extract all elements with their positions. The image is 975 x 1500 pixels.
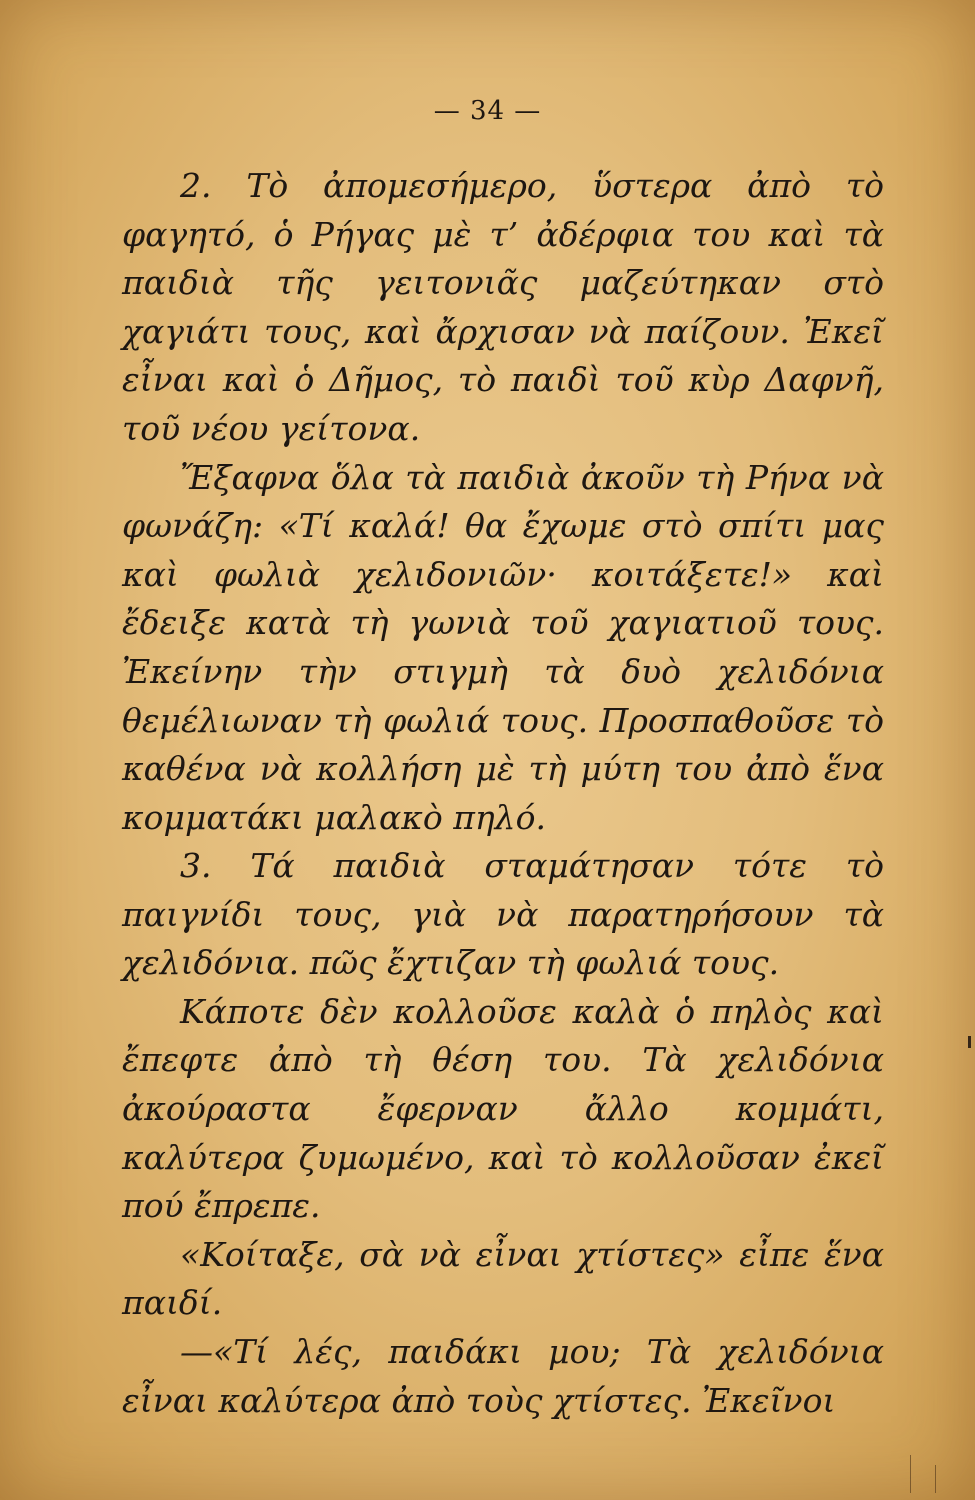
page-number: — 34 — [433, 96, 542, 126]
section-2-paragraph-1: 2. Τὸ ἀπομεσήμερο, ὕστερα ἀπὸ τὸ φαγητό, ὁ Ρήγας μὲ τ’ ἀδέρφια του καὶ τὰ παιδιὰ τῆς γειτονιᾶς μαζεύτηκαν στὸ χαγιάτι τους, καὶ ἄρχισαν νὰ παίζουν. Ἐκεῖ εἶναι καὶ ὁ Δῆμος, τὸ παιδὶ τοῦ κὺρ Δαφνῆ, τοῦ νέου γείτονα. [122, 166, 884, 448]
section-3-paragraph-3: «Κοίταξε, σὰ νὰ εἶναι χτίστες» εἶπε ἕνα παιδί. [122, 1234, 884, 1323]
section-2-paragraph-2: Ἔξαφνα ὅλα τὰ παιδιὰ ἀκοῦν τὴ Ρήνα νὰ φωνάζη: «Τί καλά! θα ἔχωμε στὸ σπίτι μας καὶ φωλιὰ χελιδονιῶν· κοιτάξετε!» καὶ ἔδειξε κατὰ τὴ γωνιὰ τοῦ χαγιατιοῦ τους. Ἐκείνην τὴν στιγμὴ τὰ δυὸ χελιδόνια θεμέλιωναν τὴ φωλιά τους. Προσπαθοῦσε τὸ καθένα νὰ κολλήση μὲ τὴ μύτη του ἀπὸ ἕνα κομματάκι μαλακὸ πηλό. [122, 457, 884, 837]
section-2 [122, 162, 884, 842]
page-edge-mark [910, 1455, 911, 1493]
section-3-paragraph-4: —«Τί λές, παιδάκι μου; Τὰ χελιδόνια εἶναι καλύτερα ἀπὸ τοὺς χτίστες. Ἐκεῖνοι [122, 1331, 884, 1420]
section-3 [122, 842, 884, 1425]
section-3-paragraph-2: Κάποτε δὲν κολλοῦσε καλὰ ὁ πηλὸς καὶ ἔπεφτε ἀπὸ τὴ θέση του. Τὰ χελιδόνια ἀκούραστα ἔφερναν ἄλλο κομμάτι, καλύτερα ζυμωμένο, καὶ τὸ κολλοῦσαν ἐκεῖ πού ἔπρεπε. [122, 991, 884, 1226]
margin-mark [968, 1036, 971, 1048]
section-3-paragraph-1: 3. Τά παιδιὰ σταμάτησαν τότε τὸ παιγνίδι τους, γιὰ νὰ παρατηρήσουν τὰ χελιδόνια. πῶς ἔχτιζαν τὴ φωλιά τους. [122, 846, 884, 983]
page-edge-mark [935, 1465, 936, 1493]
